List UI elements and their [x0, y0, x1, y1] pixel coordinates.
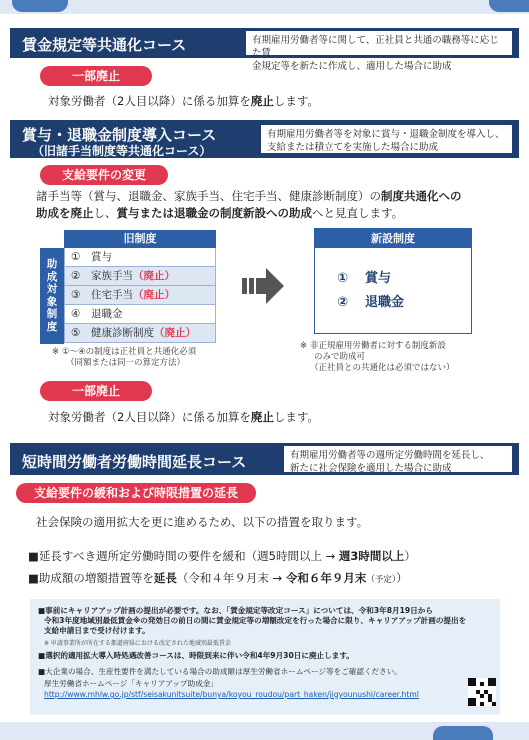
section-text-line — [36, 205, 403, 221]
info-line: 厚生労働省ホームページ「キャリアアップ助成金」 — [44, 679, 218, 688]
old-system-note — [52, 347, 196, 369]
side-label-char: 成 — [46, 270, 58, 283]
row-number: ① — [71, 251, 81, 263]
text-segment: （令和４年９月末 → — [176, 571, 286, 585]
section-text — [48, 93, 319, 109]
old-system-row — [64, 267, 216, 286]
row-text: 家族手当 — [91, 270, 133, 282]
text-segment: ■助成額の増額措置等を — [28, 571, 154, 585]
row-abolished-mark: （廃止） — [133, 289, 175, 301]
info-notes-box — [30, 599, 500, 715]
info-line: ■大企業の場合、生産性要件を満たしている場合の助成額は厚生労働省ホームページ等をご確認ください。 — [38, 667, 402, 676]
section-text-line — [36, 188, 462, 204]
text-bold: 週3時間以上 — [338, 549, 405, 563]
item-number: ① — [337, 271, 349, 286]
info-line — [44, 626, 150, 636]
new-system-box — [314, 228, 472, 334]
text-bold: ■事前にキャリアアップ計画の提出が必要です。なお、「賃金規定等改定コース」については、 — [38, 606, 359, 615]
side-label-char: 象 — [46, 295, 58, 308]
old-system-header: 旧制度 — [64, 230, 216, 248]
course-description-line: 有期雇用労働者等を対象に賞与・退職金制度を導入し、 — [267, 129, 505, 140]
course-description-line: 有期雇用労働者等に関して、正社員と共通の職務等に応じた賃 — [252, 35, 499, 59]
info-line — [38, 606, 433, 616]
section-label-partial-abolition: 一部廃止 — [40, 66, 152, 86]
top-pill-decoration-right — [489, 0, 529, 12]
section-label-requirement-change: 支給要件の変更 — [40, 165, 168, 185]
info-line — [38, 651, 354, 661]
text-bold: 廃止 — [250, 94, 274, 108]
note-line: のみで助成可 — [314, 352, 366, 362]
bottom-decoration — [0, 722, 529, 740]
item-number: ② — [337, 295, 349, 310]
bullet-item — [28, 548, 416, 564]
info-line — [44, 616, 466, 626]
row-abolished-mark: （廃止） — [133, 270, 175, 282]
old-system-row — [64, 305, 216, 324]
section-text — [48, 409, 319, 425]
old-system-row — [64, 248, 216, 267]
course-header-bonus-retirement — [10, 120, 519, 158]
item-text: 退職金 — [365, 295, 405, 310]
text-segment: 対象労働者（2人目以降）に係る加算を — [48, 410, 251, 424]
bottom-pill-decoration — [433, 726, 493, 740]
top-decoration — [0, 0, 529, 14]
row-text: 賞与 — [91, 251, 112, 263]
text-bold: 選択的適用拡大導入時処遇改善コースは、時限到来に伴い令和4年9月30日に廃止します。 — [45, 651, 354, 660]
course-description — [260, 124, 513, 154]
text-bold: ■ — [38, 651, 46, 660]
text-bold: 賞与または退職金の制度新設への助成 — [116, 206, 312, 220]
text-segment: します。 — [273, 94, 319, 108]
row-text: 健康診断制度 — [91, 327, 154, 339]
course-description-line: 支給または積立てを実施した場合に助成 — [267, 142, 439, 153]
note-line: ※ 非正規雇用労働者に対する制度新設 — [300, 341, 446, 351]
text-segment: し、 — [93, 206, 117, 220]
row-text: 住宅手当 — [91, 289, 133, 301]
text-segment: ■延長すべき週所定労働時間の要件を緩和（週5時間以上 → — [28, 549, 339, 563]
section-intro: 社会保険の適用拡大を更に進めるため、以下の措置を取ります。 — [36, 515, 369, 529]
qr-code-icon — [468, 678, 496, 706]
course-description — [245, 30, 513, 72]
course-title: 賞与・退職金制度導入コース — [22, 126, 217, 144]
text-segment: 諸手当等（賞与、退職金、家族手当、住宅手当、健康診断制度）の — [36, 189, 381, 203]
note-line: ※ ①～④の制度は正社員と共通化必須 — [52, 347, 197, 357]
new-system-item — [337, 291, 404, 310]
row-number: ④ — [71, 308, 81, 320]
course-description-line: 新たに社会保険を適用した場合に助成 — [290, 463, 452, 474]
text-bold: 令和3年8月19日から — [358, 606, 433, 615]
new-system-note — [300, 341, 455, 374]
top-pill-decoration — [12, 0, 68, 12]
item-text: 賞与 — [365, 271, 392, 286]
course-description-line: 金規定等を新たに作成し、適用した場合に助成 — [252, 61, 452, 72]
course-header-part-time-extension — [10, 443, 519, 475]
row-number: ⑤ — [71, 327, 81, 339]
old-system-row — [64, 324, 216, 343]
new-system-header: 新設制度 — [315, 229, 471, 248]
text-segment: へと見直します。 — [312, 206, 404, 220]
text-segment: ） — [404, 549, 416, 563]
row-text: 退職金 — [91, 308, 123, 320]
text-bold: 制度共通化への — [381, 189, 462, 203]
career-up-url-link[interactable]: http://www.mhlw.go.jp/stf/seisakunitsuite/bunya/koyou_roudou/part_haken/jigyounushi/career.html — [44, 690, 419, 699]
new-system-item — [337, 267, 391, 286]
note-line: （正社員との共通化は必須ではない） — [310, 363, 455, 373]
course-header-wage-rules — [10, 28, 519, 72]
text-segment: します。 — [273, 410, 319, 424]
course-subtitle: （旧諸手当制度等共通化コース） — [32, 144, 212, 158]
side-label-char: 度 — [46, 320, 58, 333]
text-segment: 対象労働者（2人目以降）に係る加算を — [48, 94, 251, 108]
text-bold: 延長 — [153, 571, 177, 585]
row-number: ② — [71, 270, 81, 282]
bullet-item — [28, 570, 408, 586]
text-bold: 廃止 — [250, 410, 274, 424]
note-line: （同額または同一の算定方法） — [66, 358, 186, 368]
course-title: 賃金規定等共通化コース — [22, 36, 187, 54]
subsidy-target-label — [40, 248, 64, 344]
side-label-char: 対 — [46, 283, 58, 295]
section-label-relaxation-extension: 支給要件の緩和および時限措置の延長 — [16, 483, 256, 503]
text-bold: 令和3年度地域別最低賃金※の発効日の前日の間に賃金規定等の増額改定を行った場合に限り、キャリアアップ計画の提出を — [44, 616, 467, 625]
text-bold: 令和６年９月末 — [285, 571, 367, 585]
row-abolished-mark: （廃止） — [154, 327, 196, 339]
side-label-char: 助 — [46, 258, 58, 270]
row-number: ③ — [71, 289, 81, 301]
text-bold: 助成を廃止 — [36, 206, 94, 220]
course-description — [283, 445, 513, 473]
side-label-char: 制 — [46, 308, 58, 320]
text-segment: ） — [396, 571, 408, 585]
info-small-note: ※ 申請事業所が所在する都道府県における改定された地域別最低賃金 — [44, 640, 231, 647]
text-bold: 支給申請日まで受け付けます。 — [44, 626, 150, 635]
text-small: （予定） — [366, 575, 397, 585]
course-title: 短時間労働者労働時間延長コース — [22, 453, 247, 471]
old-system-row — [64, 286, 216, 305]
course-description-line: 有期雇用労働者等の週所定労働時間を延長し、 — [290, 450, 490, 461]
section-label-partial-abolition: 一部廃止 — [40, 381, 152, 401]
arrow-right-icon — [242, 268, 284, 304]
